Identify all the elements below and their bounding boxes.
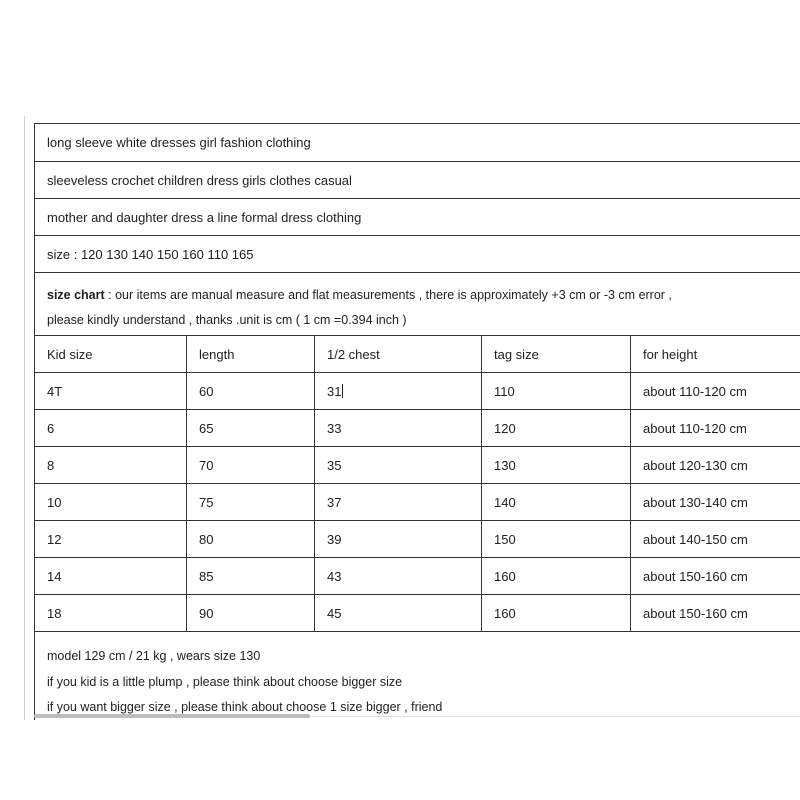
cell-half-chest: 39 [315,521,482,557]
cell-length: 80 [187,521,315,557]
cell-tag-size: 160 [482,558,631,594]
text-cursor [342,384,343,398]
cell-kid-size: 10 [35,484,187,520]
cell-kid-size: 4T [35,373,187,409]
table-row [35,595,800,632]
size-list: size : 120 130 140 150 160 110 165 [35,236,800,273]
table-row [35,521,800,558]
cell-tag-size: 120 [482,410,631,446]
horizontal-scrollbar-thumb[interactable] [34,714,310,718]
cell-half-chest: 33 [315,410,482,446]
header-half-chest: 1/2 chest [315,336,482,372]
cell-half-chest-value: 31 [327,383,342,399]
note-model: model 129 cm / 21 kg , wears size 130 [47,649,261,663]
title-line-2: sleeveless crochet children dress girls clothes casual [35,162,800,199]
page-left-border [24,116,25,720]
header-for-height: for height [643,346,698,362]
table-row [35,410,800,447]
note-plump: if you kid is a little plump , please think about choose bigger size [47,674,403,689]
cell-length: 75 [187,484,315,520]
header-length: length [187,336,315,372]
cell-length: 85 [187,558,315,594]
cell-tag-size: 140 [482,484,631,520]
note-bigger-size: if you want bigger size , please think about choose 1 size bigger , friend [47,700,443,714]
cell-for-height: about 140-150 cm [643,531,748,547]
cell-length: 60 [187,373,315,409]
cell-for-height: about 130-140 cm [643,494,748,510]
table-row [35,484,800,521]
cell-tag-size: 110 [482,373,631,409]
table-row [35,558,800,595]
cell-for-height: about 110-120 cm [643,383,747,399]
cell-for-height: about 110-120 cm [643,420,747,436]
cell-half-chest: 35 [315,447,482,483]
size-chart-document [34,123,800,720]
cell-for-height: about 150-160 cm [643,568,748,584]
cell-half-chest: 37 [315,484,482,520]
size-chart-note [35,273,800,336]
table-row [35,447,800,484]
size-chart-label: size chart [47,288,105,302]
title-line-1: long sleeve white dresses girl fashion clothing [35,124,800,162]
cell-kid-size: 8 [35,447,187,483]
cell-for-height: about 120-130 cm [643,457,748,473]
size-chart-text-2: please kindly understand , thanks .unit is cm ( 1 cm =0.394 inch ) [47,313,407,327]
cell-half-chest: 43 [315,558,482,594]
cell-tag-size: 150 [482,521,631,557]
title-line-3: mother and daughter dress a line formal dress clothing [35,199,800,236]
notes-block [35,632,800,720]
cell-kid-size: 6 [35,410,187,446]
cell-kid-size: 12 [35,521,187,557]
table-row [35,373,800,410]
size-chart-text-1: : our items are manual measure and flat measurements , there is approximately +3 cm or -3 cm error , [104,288,672,302]
cell-tag-size: 130 [482,447,631,483]
cell-half-chest[interactable] [315,373,482,409]
size-chart-note-line-1 [47,283,800,308]
cell-length: 90 [187,595,315,631]
cell-tag-size: 160 [482,595,631,631]
cell-kid-size: 18 [35,595,187,631]
cell-for-height: about 150-160 cm [643,605,748,621]
table-header-row [35,336,800,373]
header-tag-size: tag size [482,336,631,372]
cell-length: 65 [187,410,315,446]
cell-kid-size: 14 [35,558,187,594]
header-kid-size: Kid size [35,336,187,372]
cell-length: 70 [187,447,315,483]
cell-half-chest: 45 [315,595,482,631]
